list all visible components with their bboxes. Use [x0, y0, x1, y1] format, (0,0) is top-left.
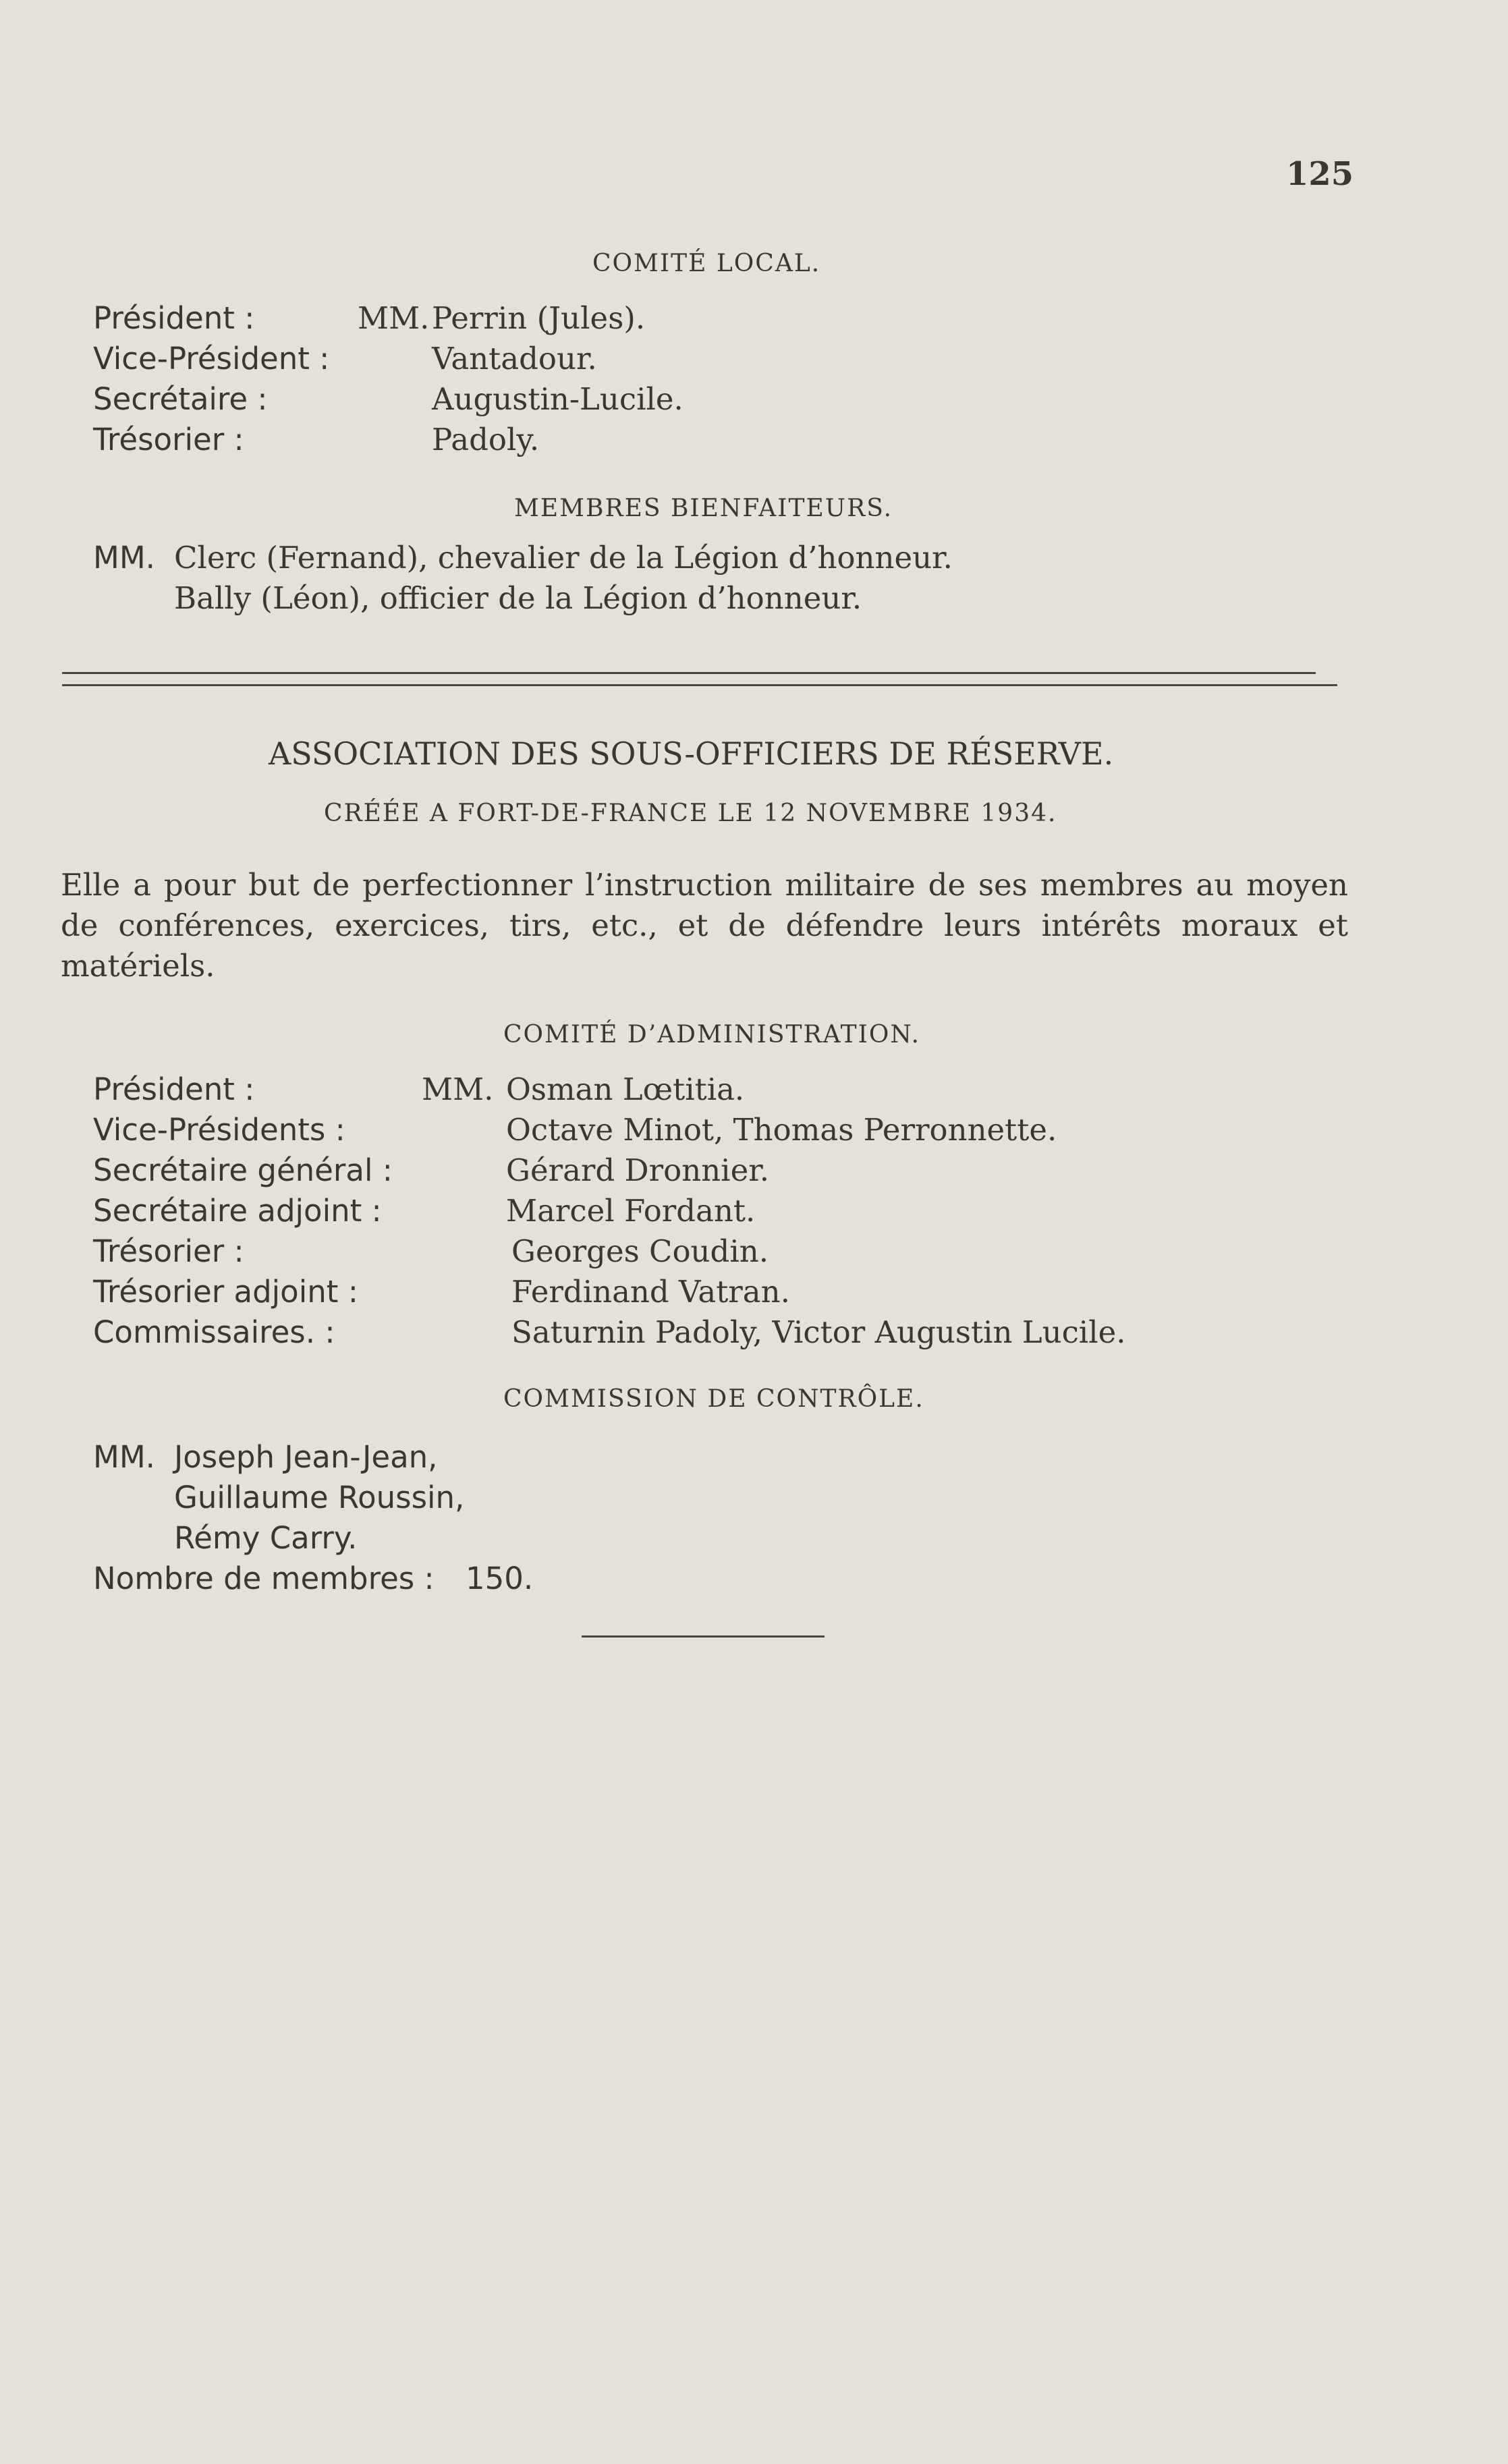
- admin-role-tresorier: Trésorier :: [93, 1233, 244, 1269]
- admin-role-president: Président :: [93, 1071, 255, 1107]
- admin-role-vice-presidents: Vice-Présidents :: [93, 1112, 345, 1148]
- membre-bienfaiteur-line: Bally (Léon), officier de la Légion d’honneur.: [174, 580, 862, 616]
- commission-member: Guillaume Roussin,: [174, 1480, 465, 1515]
- admin-name-secretaire-adjoint: Marcel Fordant.: [506, 1193, 756, 1229]
- section-divider-bottom: [62, 684, 1337, 686]
- association-description: Elle a pour but de perfectionner l’instruction militaire de ses membres au moyen de conférences, exercices, tirs, etc., et de défendre leurs intérêts moraux et matériels.: [61, 867, 1348, 984]
- admin-role-secretaire-adjoint: Secrétaire adjoint :: [93, 1193, 382, 1229]
- membres-bienfaiteurs-heading: MEMBRES BIENFAITEURS.: [514, 495, 893, 522]
- admin-name-vice-presidents: Octave Minot, Thomas Perronnette.: [506, 1112, 1057, 1148]
- comite-local-name-secretaire: Augustin-Lucile.: [432, 381, 683, 417]
- comite-local-name-vice-president: Vantadour.: [432, 341, 597, 376]
- commission-controle-heading: COMMISSION DE CONTRÔLE.: [503, 1385, 924, 1413]
- comite-local-mm: MM.: [358, 300, 430, 336]
- end-rule: [582, 1635, 825, 1637]
- page-number: 125: [1286, 155, 1354, 193]
- admin-mm: MM.: [422, 1071, 494, 1107]
- comite-local-role-tresorier: Trésorier :: [93, 422, 244, 457]
- comite-local-role-vice-president: Vice-Président :: [93, 341, 330, 376]
- membres-bienfaiteurs-mm: MM.: [93, 540, 155, 576]
- comite-local-role-president: Président :: [93, 300, 255, 336]
- comite-local-heading: COMITÉ LOCAL.: [592, 250, 821, 277]
- admin-name-commissaires: Saturnin Padoly, Victor Augustin Lucile.: [511, 1314, 1126, 1350]
- admin-role-secretaire-general: Secrétaire général :: [93, 1152, 393, 1188]
- comite-local-role-secretaire: Secrétaire :: [93, 381, 268, 417]
- comite-administration-heading: COMITÉ D’ADMINISTRATION.: [503, 1021, 921, 1048]
- section-divider-top: [62, 672, 1316, 674]
- membres-count-label: Nombre de membres :: [93, 1561, 435, 1596]
- admin-role-tresorier-adjoint: Trésorier adjoint :: [93, 1274, 358, 1310]
- admin-name-tresorier-adjoint: Ferdinand Vatran.: [511, 1274, 790, 1310]
- commission-mm: MM.: [93, 1439, 155, 1475]
- admin-name-tresorier: Georges Coudin.: [511, 1233, 769, 1269]
- admin-name-secretaire-general: Gérard Dronnier.: [506, 1152, 770, 1188]
- membres-count-value: 150.: [466, 1561, 534, 1596]
- association-subtitle: CRÉÉE A FORT-DE-FRANCE LE 12 NOVEMBRE 1934.: [324, 800, 1057, 827]
- admin-role-commissaires: Commissaires. :: [93, 1314, 335, 1350]
- membre-bienfaiteur-line: Clerc (Fernand), chevalier de la Légion d’honneur.: [174, 540, 953, 576]
- comite-local-name-president: Perrin (Jules).: [432, 300, 646, 336]
- admin-name-president: Osman Lœtitia.: [506, 1071, 745, 1107]
- comite-local-name-tresorier: Padoly.: [432, 422, 540, 457]
- commission-member: Rémy Carry.: [174, 1520, 358, 1556]
- association-title: ASSOCIATION DES SOUS-OFFICIERS DE RÉSERVE.: [269, 735, 1114, 772]
- commission-member: Joseph Jean-Jean,: [174, 1439, 438, 1475]
